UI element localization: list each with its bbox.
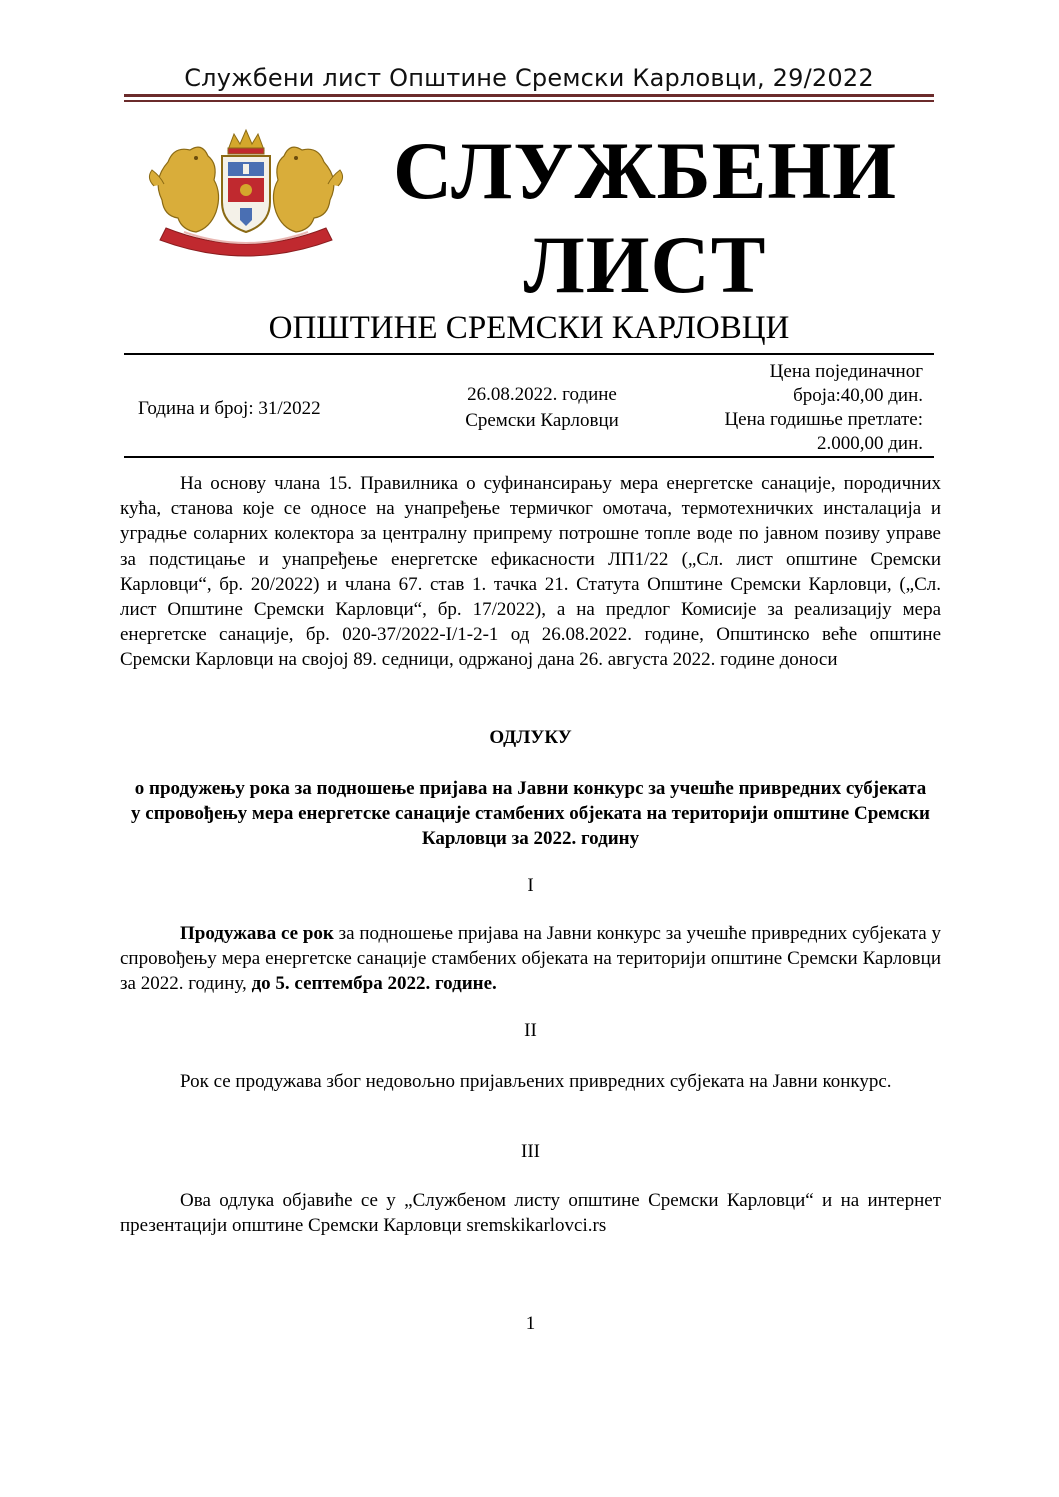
section-1-bold-lead: Продужава се рок bbox=[180, 923, 334, 944]
price-single-line2: броја:40,00 дин. bbox=[793, 385, 923, 406]
date-place-block bbox=[442, 382, 642, 434]
masthead-title-line1: СЛУЖБЕНИ bbox=[392, 125, 897, 216]
section-1-paragraph bbox=[120, 921, 941, 997]
decision-subtitle: о продужењу рока за подношење пријава на Јавни конкурс за учешће привредних субјеката у спровођењу мера енергетске санације стамбених објеката на територији општине Сремски Карловци за 2022. годину bbox=[131, 778, 930, 849]
running-header: Службени лист Општине Сремски Карловци, 29/2022 bbox=[184, 64, 874, 92]
section-numeral-2: II bbox=[524, 1020, 537, 1041]
section-2-paragraph: Рок се продужава због недовољно пријављених привредних субјеката на Јавни конкурс. bbox=[180, 1071, 892, 1092]
info-rule-top bbox=[124, 353, 934, 355]
issue-number: Година и број: 31/2022 bbox=[138, 398, 321, 419]
info-rule-bottom bbox=[124, 456, 934, 458]
masthead-title-line2: ЛИСТ bbox=[523, 219, 767, 310]
decision-title: ОДЛУКУ bbox=[489, 727, 572, 748]
issue-place: Сремски Карловци bbox=[465, 410, 619, 431]
price-block bbox=[663, 360, 923, 456]
price-single-line1: Цена појединачног bbox=[769, 361, 923, 382]
section-3-paragraph: Ова одлука објавиће се у „Службеном листу општине Сремски Карловци“ и на интернет презентацији општине Сремски Карловци sremskikarlovci.rs bbox=[120, 1190, 941, 1237]
header-rule-thick bbox=[124, 94, 934, 97]
section-1-text: за подношење пријава на Јавни конкурс за учешће привредних субјеката у спровођењу мера енергетске санације стамбених објеката на територији општине Сремски Карловци за 2022. годину, bbox=[120, 923, 941, 995]
price-annual-line1: Цена годишње претлате: bbox=[724, 409, 923, 430]
issue-date: 26.08.2022. године bbox=[467, 384, 617, 405]
masthead-subtitle: ОПШТИНЕ СРЕМСКИ КАРЛОВЦИ bbox=[268, 310, 790, 346]
coat-of-arms-icon bbox=[144, 128, 348, 260]
preamble-paragraph: На основу члана 15. Правилника о суфинансирању мера енергетске санације, породичних кућа, станова које се односе на унапређење термичког омотача, термотехничких инсталација и уградње соларних колектора за централну припрему потрошне топле воде по јавном позиву управе за подстицање и унапређење енергетске ефикасности ЛП1/22 („Сл. лист општине Сремски Карловци“, бр. 20/2022) и члана 67. став 1. тачка 21. Статута Општине Сремски Карловци, („Сл. лист Општине Сремски Карловци“, бр. 17/2022), а на предлог Комисије за реализацију мера енергетске санације, бр. 020-37/2022-I/1-2-1 од 26.08.2022. године, Општинско веће општине Сремски Карловци на својој 89. седници, одржаној дана 26. августа 2022. године доноси bbox=[120, 473, 941, 671]
section-numeral-1: I bbox=[527, 875, 534, 896]
section-1-bold-tail: до 5. септембра 2022. године. bbox=[251, 973, 497, 995]
header-rule-thin bbox=[124, 100, 934, 102]
section-numeral-3: III bbox=[521, 1141, 540, 1162]
page-number: 1 bbox=[525, 1313, 536, 1334]
price-annual-line2: 2.000,00 дин. bbox=[816, 433, 923, 454]
